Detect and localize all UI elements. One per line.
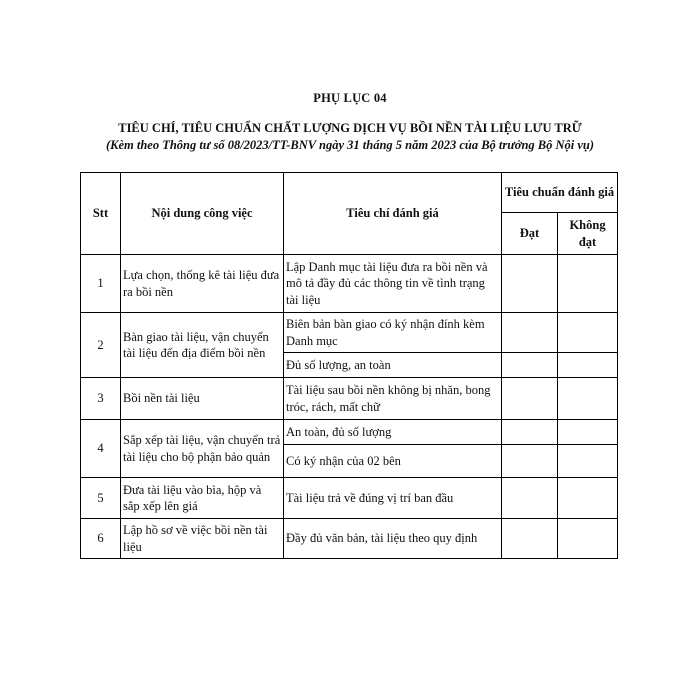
criteria-table (80, 172, 618, 559)
row-number: 5 (81, 478, 121, 519)
fail-cell[interactable] (558, 353, 618, 378)
header-stt: Stt (81, 173, 121, 255)
document-title: TIÊU CHÍ, TIÊU CHUẨN CHẤT LƯỢNG DỊCH VỤ BỒI NỀN TÀI LIỆU LƯU TRỮ (118, 121, 582, 135)
row-number: 2 (81, 313, 121, 378)
row-content: Sắp xếp tài liệu, vận chuyển trả tài liệu cho bộ phận bảo quản (121, 420, 284, 478)
header-criteria: Tiêu chí đánh giá (284, 173, 502, 255)
pass-cell[interactable] (502, 445, 558, 478)
table-row (81, 378, 618, 420)
fail-cell[interactable] (558, 445, 618, 478)
row-criterion: An toàn, đủ số lượng (284, 420, 502, 445)
row-content: Lựa chọn, thống kê tài liệu đưa ra bồi nền (121, 255, 284, 313)
row-criterion: Có ký nhận của 02 bên (284, 445, 502, 478)
row-criterion: Biên bản bàn giao có ký nhận đính kèm Danh mục (284, 313, 502, 353)
row-content: Đưa tài liệu vào bìa, hộp và sắp xếp lên giá (121, 478, 284, 519)
row-number: 6 (81, 519, 121, 559)
pass-cell[interactable] (502, 378, 558, 420)
table-row (81, 255, 618, 313)
pass-cell[interactable] (502, 255, 558, 313)
header-standard: Tiêu chuẩn đánh giá (502, 173, 618, 213)
table-row (81, 313, 618, 353)
fail-cell[interactable] (558, 255, 618, 313)
row-criterion: Đầy đủ văn bản, tài liệu theo quy định (284, 519, 502, 559)
pass-cell[interactable] (502, 420, 558, 445)
row-content: Bàn giao tài liệu, vận chuyển tài liệu đến địa điểm bồi nền (121, 313, 284, 378)
row-number: 4 (81, 420, 121, 478)
pass-cell[interactable] (502, 478, 558, 519)
row-number: 3 (81, 378, 121, 420)
row-criterion: Đủ số lượng, an toàn (284, 353, 502, 378)
document-subtitle: (Kèm theo Thông tư số 08/2023/TT-BNV ngày 31 tháng 5 năm 2023 của Bộ trưởng Bộ Nội vụ) (105, 138, 595, 152)
table-row (81, 420, 618, 445)
header-pass: Đạt (502, 213, 558, 255)
fail-cell[interactable] (558, 519, 618, 559)
header-content: Nội dung công việc (121, 173, 284, 255)
fail-cell[interactable] (558, 313, 618, 353)
pass-cell[interactable] (502, 313, 558, 353)
pass-cell[interactable] (502, 353, 558, 378)
header-fail: Không đạt (558, 213, 618, 255)
table-row (81, 478, 618, 519)
pass-cell[interactable] (502, 519, 558, 559)
fail-cell[interactable] (558, 420, 618, 445)
row-criterion: Tài liệu trả về đúng vị trí ban đầu (284, 478, 502, 519)
row-content: Bồi nền tài liệu (121, 378, 284, 420)
row-criterion: Tài liệu sau bồi nền không bị nhăn, bong tróc, rách, mất chữ (284, 378, 502, 420)
fail-cell[interactable] (558, 478, 618, 519)
row-number: 1 (81, 255, 121, 313)
fail-cell[interactable] (558, 378, 618, 420)
row-content: Lập hồ sơ về việc bồi nền tài liệu (121, 519, 284, 559)
appendix-label: PHỤ LỤC 04 (313, 91, 387, 105)
row-criterion: Lập Danh mục tài liệu đưa ra bồi nền và mô tả đầy đủ các thông tin về tình trạng tài liệu (284, 255, 502, 313)
table-row (81, 519, 618, 559)
